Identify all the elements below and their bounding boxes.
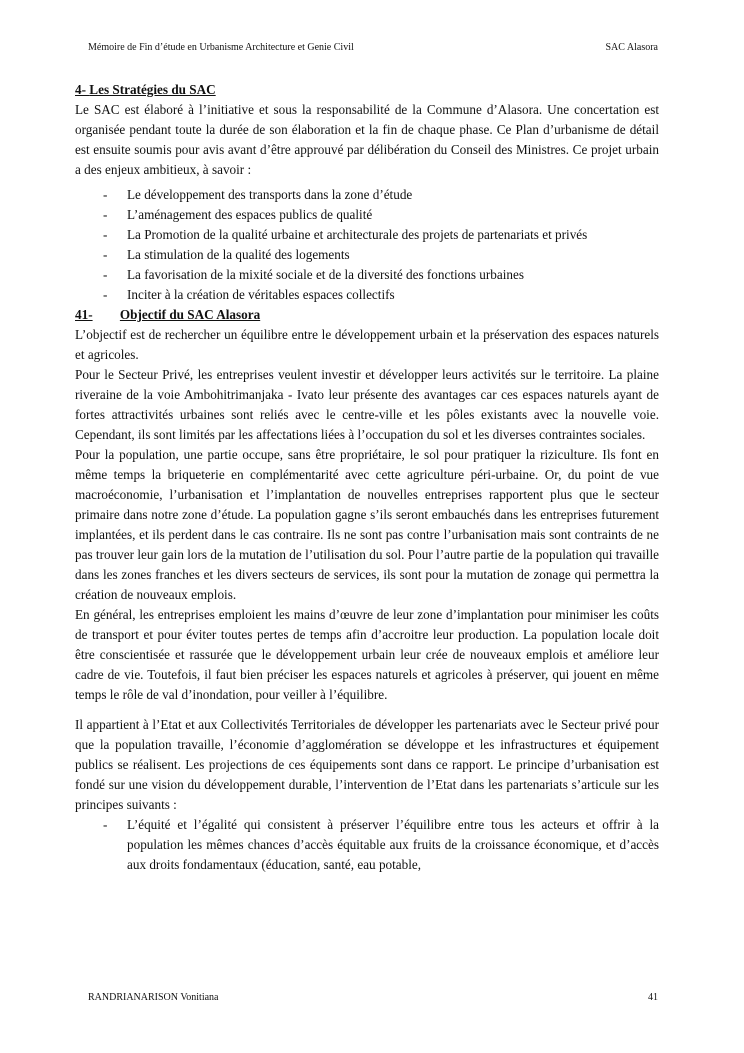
list-item: - La favorisation de la mixité sociale et de la diversité des fonctions urbaines	[75, 265, 659, 285]
section-41-heading	[75, 305, 659, 325]
principles-list	[75, 815, 659, 875]
header-project: SAC Alasora	[605, 42, 658, 53]
list-item: - L’équité et l’égalité qui consistent à préserver l’équilibre entre tous les acteurs et offrir à la population les mêmes chances d’accès équitable aux fruits de la croissance économique, et d’accès aux droits fondamentaux (éducation, santé, eau potable,	[75, 815, 659, 875]
paragraph: En général, les entreprises emploient les mains d’œuvre de leur zone d’implantation pour minimiser les coûts de transport et pour éviter toutes pertes de temps afin d’accroitre leur production. La population locale doit être conscientisée et rassurée que le développement urbain leur crée de nouveaux emplois et améliore leur cadre de vie. Toutefois, il faut bien préciser les espaces naturels et agricoles à préserver, qui jouent en même temps le rôle de val d’inondation, pour veiller à l’équilibre.	[75, 607, 659, 702]
page-number: 41	[648, 992, 658, 1003]
strategy-list	[75, 185, 659, 305]
footer-author: RANDRIANARISON Vonitiana	[88, 992, 219, 1003]
list-item: - L’aménagement des espaces publics de qualité	[75, 205, 659, 225]
section-41-title: Objectif du SAC Alasora	[119, 307, 261, 322]
page-content	[75, 80, 659, 875]
list-item: - La Promotion de la qualité urbaine et architecturale des projets de partenariats et privés	[75, 225, 659, 245]
paragraph: Il appartient à l’Etat et aux Collectivités Territoriales de développer les partenariats avec le Secteur privé pour que la population travaille, l’économie d’agglomération se développe et les infrastructures et équipement publics se réalisent. Les projections de ces équipements sont dans ce rapport. Le principe d’urbanisation est fondé sur une vision du développement durable, l’intervention de l’Etat dans les partenariats s’articule sur les principes suivants :	[75, 717, 659, 812]
paragraph: Pour le Secteur Privé, les entreprises veulent investir et développer leurs activités sur le territoire. La plaine riveraine de la voie Ambohitrimanjaka - Ivato leur présente des avantages car ces espaces naturels ayant de fortes attractivités urbaines sont reliés avec le centre-ville et les pôles existants avec la nouvelle voie. Cependant, ils sont limités par les affectations liées à l’occupation du sol et les diverses contraintes sociales.	[75, 367, 659, 442]
header-title: Mémoire de Fin d’étude en Urbanisme Architecture et Genie Civil	[88, 42, 354, 53]
section-4-title: Les Stratégies du SAC	[89, 82, 216, 97]
list-item: - Inciter à la création de véritables espaces collectifs	[75, 285, 659, 305]
list-item: - La stimulation de la qualité des logements	[75, 245, 659, 265]
paragraph: Pour la population, une partie occupe, sans être propriétaire, le sol pour pratiquer la riziculture. Ils font en même temps la briqueterie en complémentarité avec cette agriculture péri-urbaine. Or, du point de vue macroéconomie, l’urbanisation et l’implantation de nouvelles entreprises rapportent plus que le secteur primaire dans notre zone d’étude. La population gagne s’ils seront embauchés dans les entreprises futurement implantées, et ils perdent dans le cas contraire. Ils ne sont pas contre l’urbanisation mais sont contraints de ne pas trouver leur gain lors de la mutation de l’utilisation du sol. Pour l’autre partie de la population qui travaille dans les zones franches et les divers secteurs de services, ils sont pour la mutation de zonage qui permettra la création de nouveaux emplois.	[75, 447, 659, 602]
list-item: - Le développement des transports dans la zone d’étude	[75, 185, 659, 205]
section-41-number: 41-	[75, 307, 93, 322]
section-4-heading	[75, 80, 659, 100]
page-footer	[88, 992, 658, 1003]
section-4-intro: Le SAC est élaboré à l’initiative et sous la responsabilité de la Commune d’Alasora. Une concertation est organisée pendant toute la durée de son élaboration et la fin de chaque phase. Ce Plan d’urbanisme de détail est ensuite soumis pour avis avant d’être approuvé par délibération du Conseil des Ministres. Ce projet urbain a des enjeux ambitieux, à savoir :	[75, 102, 659, 177]
page-header	[88, 42, 658, 53]
paragraph: L’objectif est de rechercher un équilibre entre le développement urbain et la préservation des espaces naturels et agricoles.	[75, 327, 659, 362]
section-4-number: 4-	[75, 82, 86, 97]
